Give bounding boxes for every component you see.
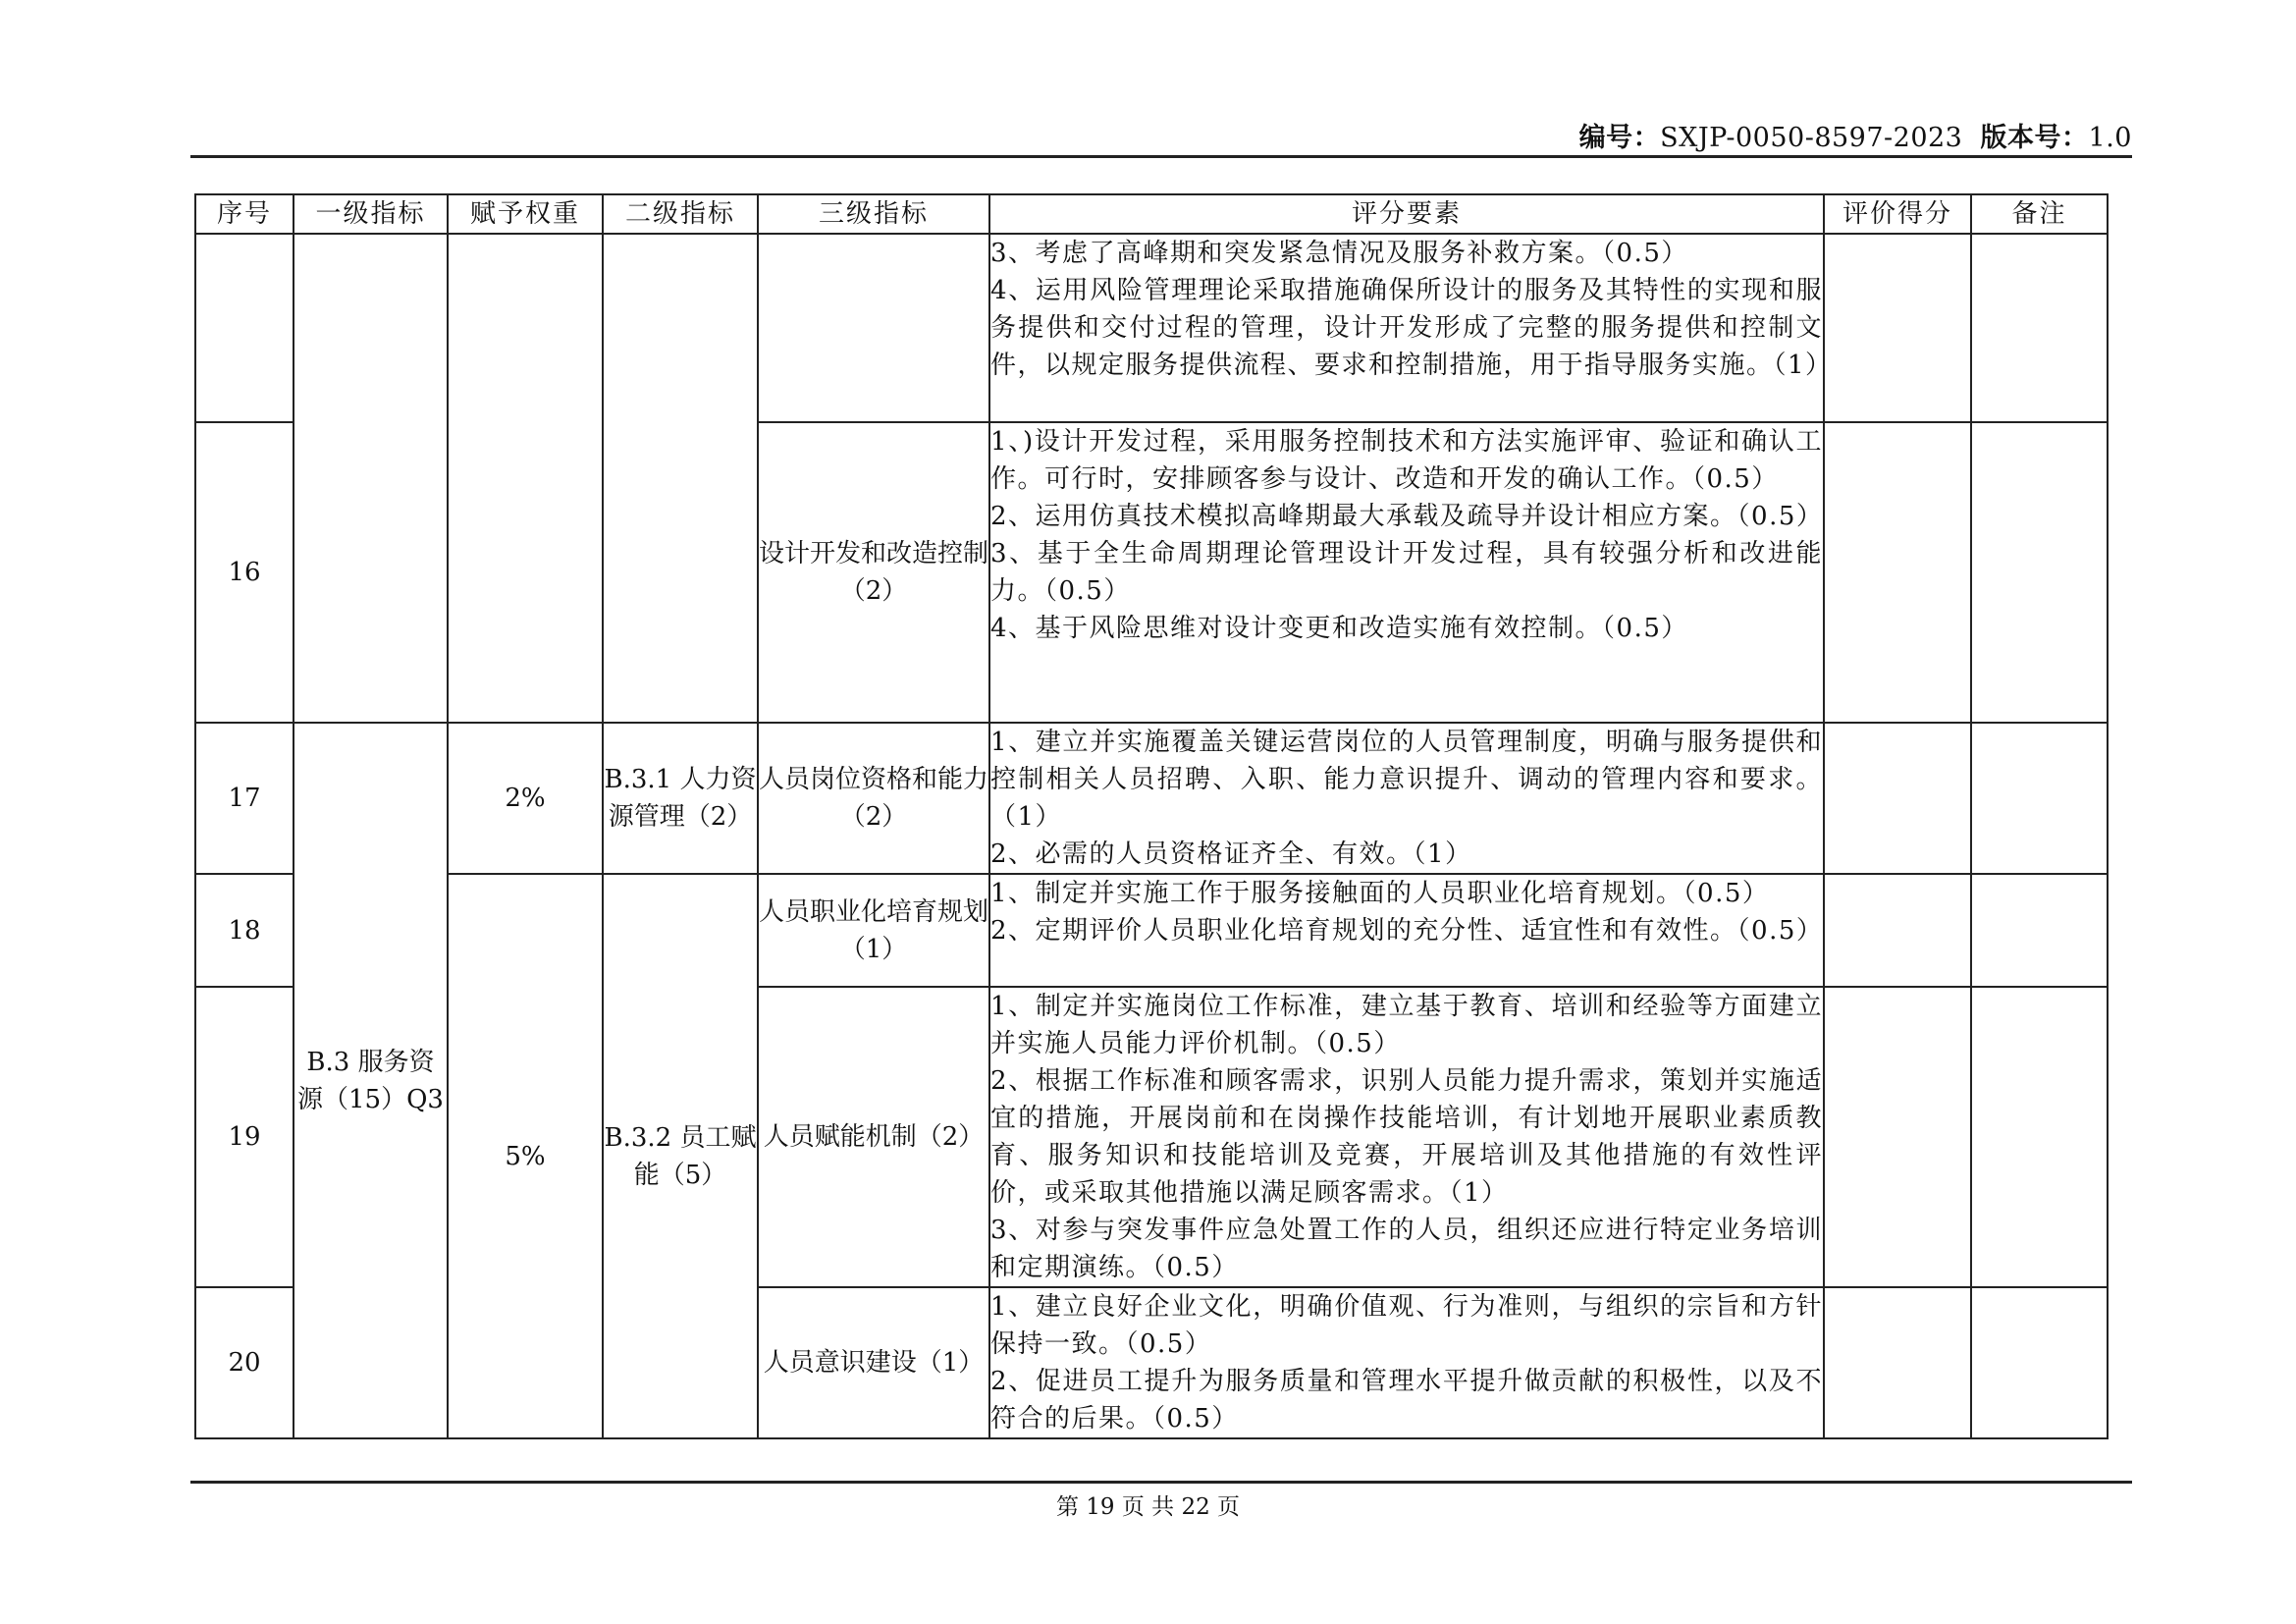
level3-cell: 人员赋能机制（2） — [758, 987, 989, 1287]
criteria-item: 1、建立并实施覆盖关键运营岗位的人员管理制度，明确与服务提供和控制相关人员招聘、入职、能力意识提升、调动的管理内容和要求。（1） — [990, 728, 1823, 832]
row-no: 19 — [195, 987, 294, 1287]
criteria-cell — [989, 874, 1824, 987]
table-row — [195, 234, 2108, 422]
criteria-cell — [989, 723, 1824, 874]
criteria-item: 1、建立良好企业文化，明确价值观、行为准则，与组织的宗旨和方针保持一致。（0.5） — [990, 1292, 1823, 1359]
row-no: 18 — [195, 874, 294, 987]
header-remarks: 备注 — [1971, 194, 2108, 234]
remarks-cell — [1971, 987, 2108, 1287]
criteria-cell — [989, 422, 1824, 723]
document-number — [1579, 116, 2132, 154]
criteria-item: 3、基于全生命周期理论管理设计开发过程，具有较强分析和改进能力。（0.5） — [990, 539, 1823, 606]
doc-number-value: SXJP-0050-8597-2023 — [1660, 123, 1963, 153]
table-row — [195, 874, 2108, 987]
row-no: 17 — [195, 723, 294, 874]
criteria-item: 1、制定并实施工作于服务接触面的人员职业化培育规划。（0.5） — [990, 879, 1770, 908]
header-level3: 三级指标 — [758, 194, 989, 234]
criteria-item: 3、对参与突发事件应急处置工作的人员，组织还应进行特定业务培训和定期演练。（0.5） — [990, 1216, 1823, 1282]
page-number: 第 19 页 共 22 页 — [1055, 1494, 1241, 1520]
score-cell — [1824, 874, 1971, 987]
evaluation-table — [194, 193, 2109, 1439]
header-criteria: 评分要素 — [989, 194, 1824, 234]
header-level2: 二级指标 — [603, 194, 758, 234]
score-cell — [1824, 234, 1971, 422]
score-cell — [1824, 987, 1971, 1287]
criteria-item: 1、制定并实施岗位工作标准，建立基于教育、培训和经验等方面建立并实施人员能力评价机制。（0.5） — [990, 992, 1823, 1058]
criteria-cell — [989, 987, 1824, 1287]
footer-rule — [190, 1481, 2132, 1484]
level3-cell: 人员职业化培育规划（1） — [758, 874, 989, 987]
remarks-cell — [1971, 422, 2108, 723]
weight-cell-empty — [448, 234, 603, 723]
remarks-cell — [1971, 234, 2108, 422]
criteria-cell — [989, 1287, 1824, 1438]
version-value: 1.0 — [2088, 123, 2132, 153]
remarks-cell — [1971, 1287, 2108, 1438]
row-no — [195, 234, 294, 422]
weight-cell: 2% — [448, 723, 603, 874]
header-weight: 赋予权重 — [448, 194, 603, 234]
score-cell — [1824, 1287, 1971, 1438]
doc-number-label: 编号： — [1578, 123, 1661, 153]
criteria-cell — [989, 234, 1833, 422]
row-no: 20 — [195, 1287, 294, 1438]
row-no: 16 — [195, 422, 294, 723]
criteria-item: 4、基于风险思维对设计变更和改造实施有效控制。（0.5） — [990, 614, 1688, 643]
score-cell — [1824, 723, 1971, 874]
criteria-item: 4、运用风险管理理论采取措施确保所设计的服务及其特性的实现和服务提供和交付过程的管理，设计开发形成了完整的服务提供和控制文件，以规定服务提供流程、要求和控制措施，用于指导服务实施。（1） — [990, 276, 1833, 380]
level1-cell-empty — [294, 234, 448, 723]
table-row — [195, 723, 2108, 874]
weight-cell: 5% — [448, 874, 603, 1438]
level1-cell: B.3 服务资源（15）Q3 — [294, 723, 448, 1438]
criteria-item: 2、根据工作标准和顾客需求，识别人员能力提升需求，策划并实施适宜的措施，开展岗前和在岗操作技能培训，有计划地开展职业素质教育、服务知识和技能培训及竞赛，开展培训及其他措施的有效性评价，或采取其他措施以满足顾客需求。（1） — [990, 1066, 1823, 1208]
level2-cell-empty — [603, 234, 758, 723]
level3-cell: 人员意识建设（1） — [758, 1287, 989, 1438]
remarks-cell — [1971, 723, 2108, 874]
criteria-item: 1、)设计开发过程，采用服务控制技术和方法实施评审、验证和确认工作。可行时，安排顾客参与设计、改造和开发的确认工作。（0.5） — [990, 427, 1823, 494]
criteria-item: 2、定期评价人员职业化培育规划的充分性、适宜性和有效性。（0.5） — [990, 916, 1824, 946]
level3-cell — [758, 234, 989, 422]
level3-cell: 人员岗位资格和能力（2） — [758, 723, 989, 874]
score-cell — [1824, 422, 1971, 723]
remarks-cell — [1971, 874, 2108, 987]
version-label: 版本号： — [1980, 123, 2089, 153]
criteria-item: 2、必需的人员资格证齐全、有效。（1） — [990, 839, 1472, 869]
header-score: 评价得分 — [1824, 194, 1971, 234]
level3-cell: 设计开发和改造控制（2） — [758, 422, 989, 723]
level2-cell: B.3.1 人力资源管理（2） — [603, 723, 758, 874]
criteria-item: 2、运用仿真技术模拟高峰期最大承载及疏导并设计相应方案。（0.5） — [990, 502, 1824, 531]
table-header-row — [195, 194, 2108, 234]
level2-cell: B.3.2 员工赋能（5） — [603, 874, 758, 1438]
criteria-item: 2、促进员工提升为服务质量和管理水平提升做贡献的积极性，以及不符合的后果。（0.5） — [990, 1367, 1823, 1434]
header-no: 序号 — [195, 194, 294, 234]
header-level1: 一级指标 — [294, 194, 448, 234]
criteria-item: 3、考虑了高峰期和突发紧急情况及服务补救方案。（0.5） — [990, 239, 1688, 268]
header-rule — [190, 155, 2132, 158]
